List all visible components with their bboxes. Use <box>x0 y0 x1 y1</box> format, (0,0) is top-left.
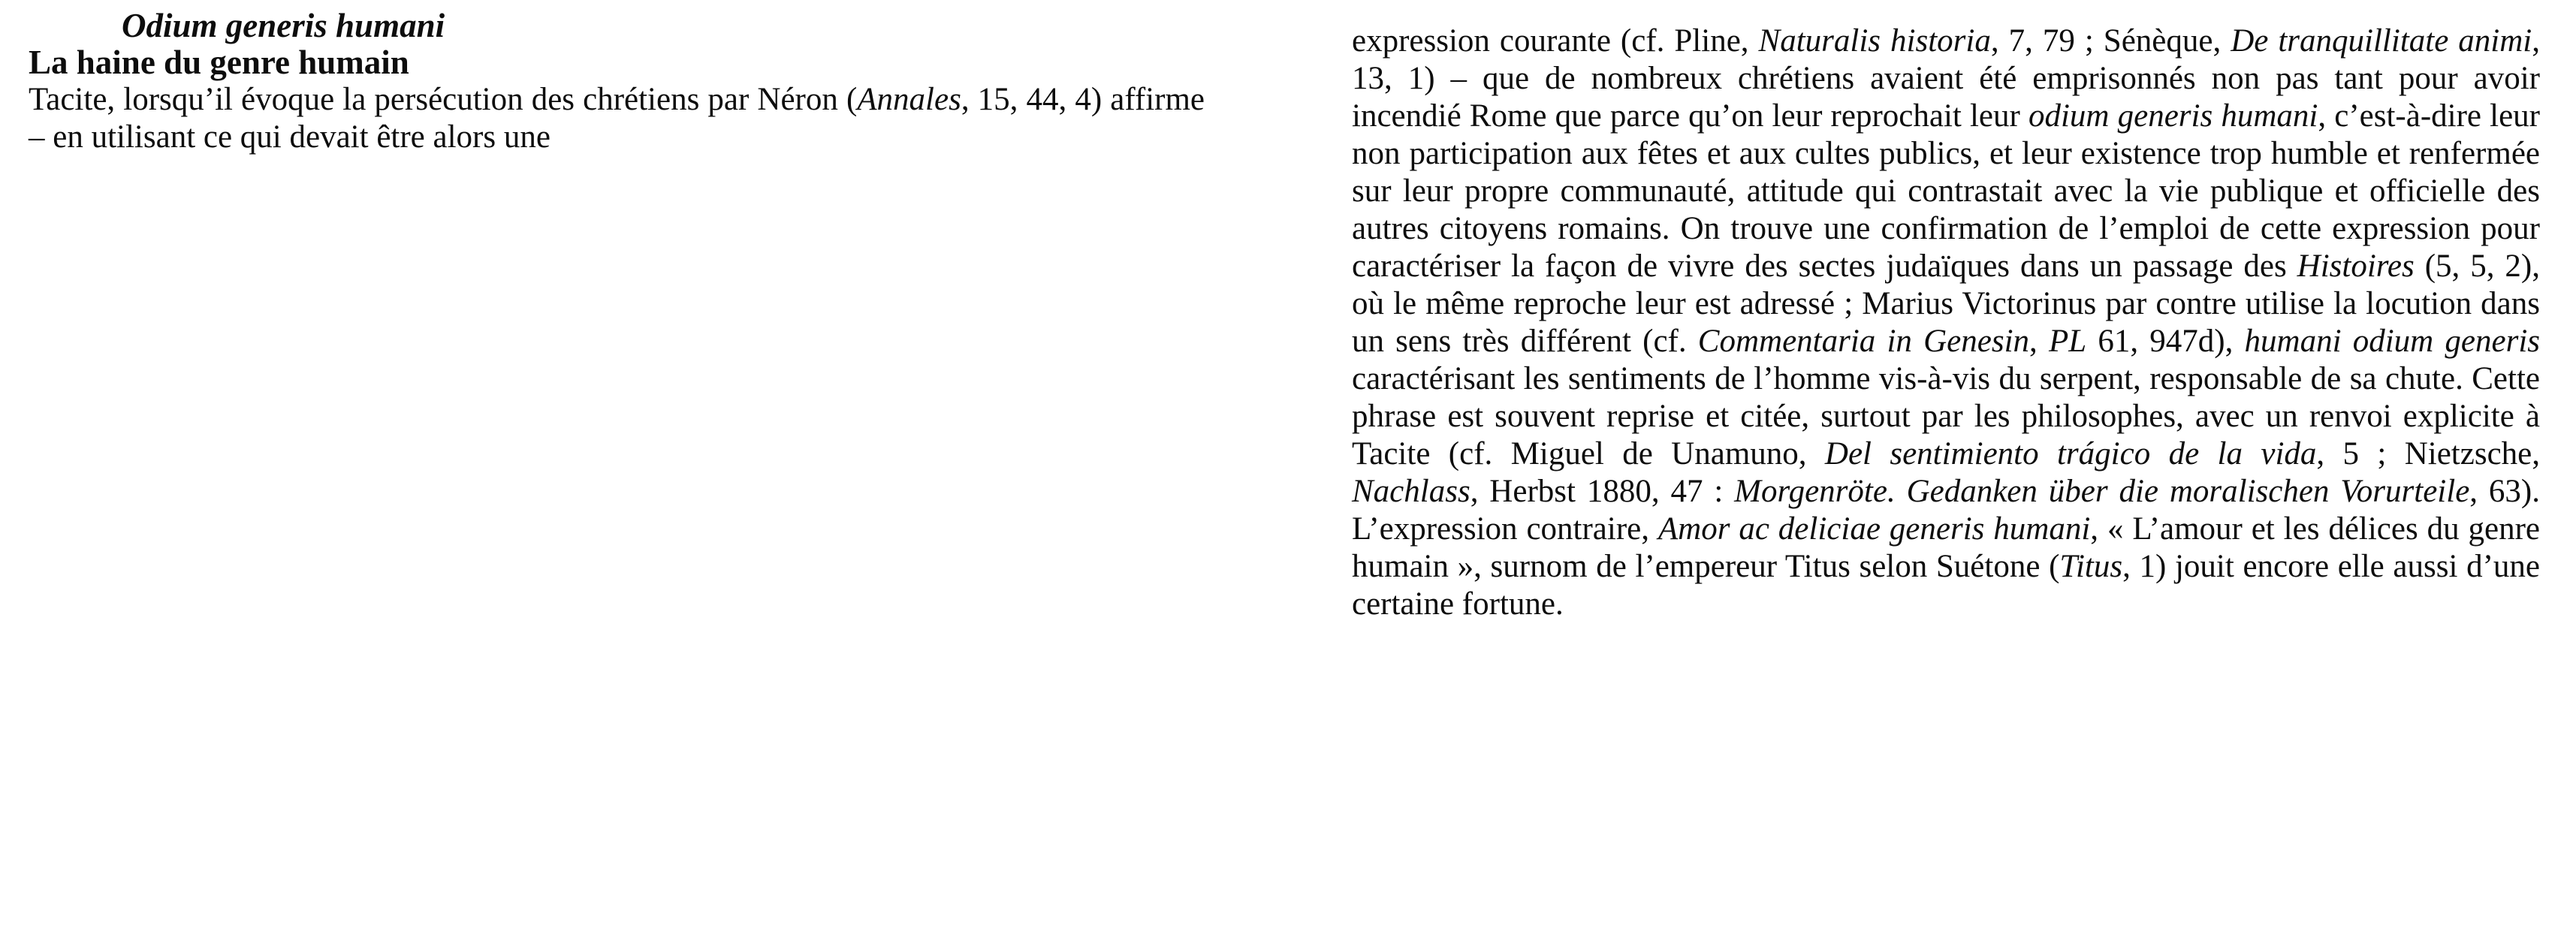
right-column <box>1352 23 2540 623</box>
entry-subtitle: La haine du genre humain <box>29 44 409 81</box>
text-run-italic: Annales <box>857 82 961 117</box>
text-run-italic: Titus <box>2059 549 2123 584</box>
text-run: (5, 5, 2), où le même reproche leur est adressé ; Marius Victorinus par contre utilise la locution dans un sens très différent (cf. <box>1352 249 2540 359</box>
text-run-italic: odium generis humani <box>2028 98 2318 134</box>
text-run: , 15, 44, 4) affirme – en utilisant ce qui devait être alors une <box>29 82 1205 155</box>
right-column-text <box>1352 23 2540 623</box>
entry-title: Odium generis humani <box>122 7 445 44</box>
text-run: , 63). L’expression contraire, <box>1352 474 2540 547</box>
text-run-italic: Del sentimiento trágico de la vida <box>1824 436 2317 472</box>
text-run: , c’est-à-dire leur non participation aux fêtes et aux cultes publics, et leur existence trop humble et renfermée sur leur propre communauté, attitude qui contrastait avec la vie publique et officielle des autres citoyens romains. On trouve une confirmation de l’emploi de cette expression pour caractériser la façon de vivre des sectes judaïques dans un passage des <box>1352 98 2540 284</box>
text-run: , 7, 79 ; Sénèque, <box>1990 23 2231 59</box>
left-column <box>29 8 1205 156</box>
text-run-italic: Nachlass <box>1352 474 1470 509</box>
text-run-italic: humani odium generis <box>2244 324 2541 359</box>
text-run-italic: De tranquillitate animi <box>2231 23 2532 59</box>
text-run: , 1) jouit encore elle aussi d’une certaine fortune. <box>1352 549 2540 622</box>
text-run: 61, 947d), <box>2086 324 2245 359</box>
text-run: caractérisant les sentiments de l’homme vis-à-vis du serpent, responsable de sa chute. Cette phrase est souvent reprise et citée, surtout par les philosophes, avec un renvoi explicite à Tacite (cf. Miguel de Unamuno, <box>1352 361 2540 472</box>
text-run-italic: Naturalis historia <box>1758 23 1991 59</box>
text-run: , Herbst 1880, 47 : <box>1470 474 1735 509</box>
text-run: expression courante (cf. Pline, <box>1352 23 1759 59</box>
text-run-italic: Commentaria in Genesin <box>1697 324 2030 359</box>
text-run-italic: Histoires <box>2297 249 2415 284</box>
text-run-italic: Morgenröte. Gedanken über die moralischen Vorurteile <box>1734 474 2470 509</box>
text-run: , « L’amour et les délices du genre humain », surnom de l’empereur Titus selon Suétone ( <box>1352 511 2540 584</box>
text-run: , 13, 1) – que de nombreux chrétiens avaient été emprisonnés non pas tant pour avoir incendié Rome que parce qu’on leur reprochait leur <box>1352 23 2540 134</box>
text-run: , 5 ; Nietzsche, <box>2316 436 2540 472</box>
text-run-italic: PL <box>2048 324 2087 359</box>
text-run-italic: Amor ac deliciae generis humani <box>1658 511 2091 547</box>
text-run: Tacite, lorsqu’il évoque la persécution des chrétiens par Néron ( <box>29 82 858 117</box>
text-run: , <box>2029 324 2049 359</box>
left-column-text <box>29 81 1205 156</box>
